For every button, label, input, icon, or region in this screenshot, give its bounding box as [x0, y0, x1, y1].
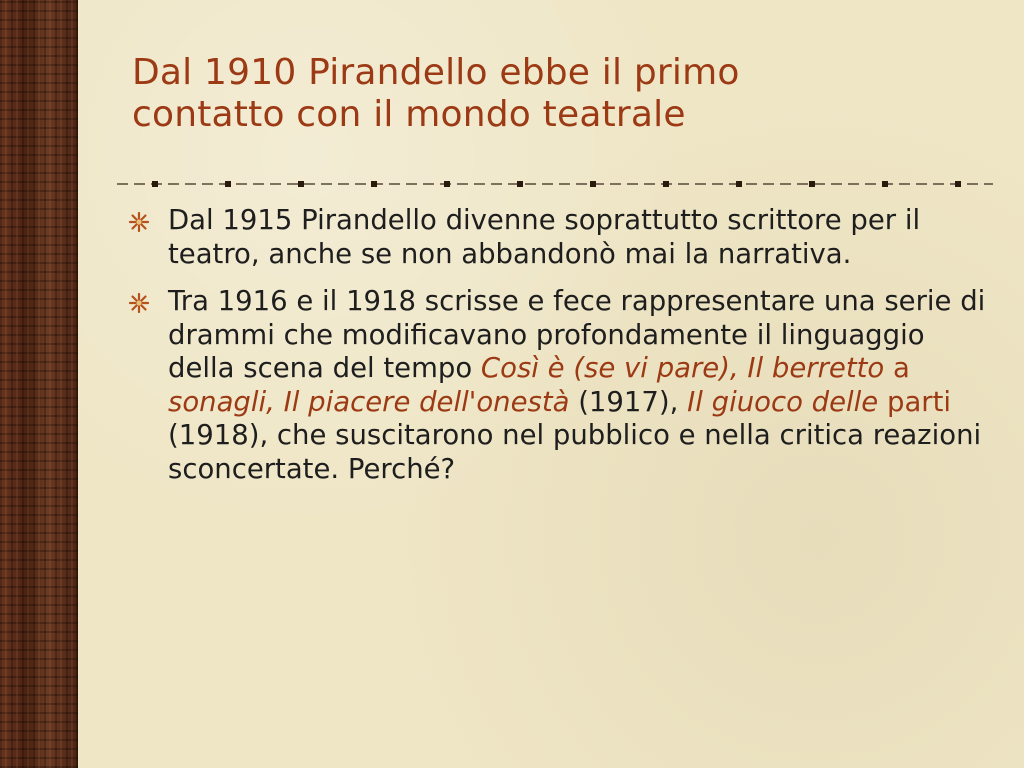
- work-title-sonagli: sonagli: [168, 385, 267, 418]
- bullet-text-1: Dal 1915 Pirandello divenne soprattutto scrittore per il teatro, anche se non abbandonò mai la narrativa.: [168, 204, 921, 270]
- divider-dot: [225, 181, 231, 187]
- divider-dot: [663, 181, 669, 187]
- bullet-text-2-outro: (1918), che suscitarono nel pubblico e nella critica reazioni sconcertate. Perché?: [168, 419, 982, 485]
- decorative-side-band: [0, 0, 78, 768]
- asterisk-star-icon: [128, 292, 150, 314]
- work-title-piacere-onesta: Il piacere dell'onestà: [283, 385, 570, 418]
- slide-title-line-1: Dal 1910 Pirandello ebbe il primo: [132, 52, 740, 93]
- slide-body: [128, 204, 988, 500]
- divider-dot: [371, 181, 377, 187]
- divider-dot: [955, 181, 961, 187]
- work-title-separator: a: [884, 352, 910, 385]
- work-title-space: [878, 386, 887, 418]
- work-title-cosi-e: Così è (se vi pare), Il berretto: [480, 352, 885, 385]
- divider-dot: [736, 181, 742, 187]
- asterisk-star-icon: [128, 211, 150, 233]
- divider-dot: [517, 181, 523, 187]
- divider-dot: [882, 181, 888, 187]
- dashed-dot-divider: [117, 176, 993, 192]
- bullet-text-2-intro: Tra 1916 e il 1918 scrisse e fece rappresentare una serie di drammi che modificavano profondamente il linguaggio della scena del tempo: [168, 285, 986, 385]
- work-title-comma: ,: [266, 385, 284, 418]
- bullet-item-1: [128, 204, 988, 271]
- slide-title: [132, 52, 972, 137]
- divider-dot: [444, 181, 450, 187]
- work-title-giuoco-delle: Il giuoco delle: [687, 385, 879, 418]
- divider-dot: [809, 181, 815, 187]
- work-title-parti: parti: [886, 385, 952, 418]
- divider-dot: [152, 181, 158, 187]
- slide-title-line-2: contatto con il mondo teatrale: [132, 94, 686, 136]
- bullet-item-2: [128, 285, 988, 486]
- divider-dot: [298, 181, 304, 187]
- divider-dot: [590, 181, 596, 187]
- year-1917: (1917),: [569, 385, 688, 418]
